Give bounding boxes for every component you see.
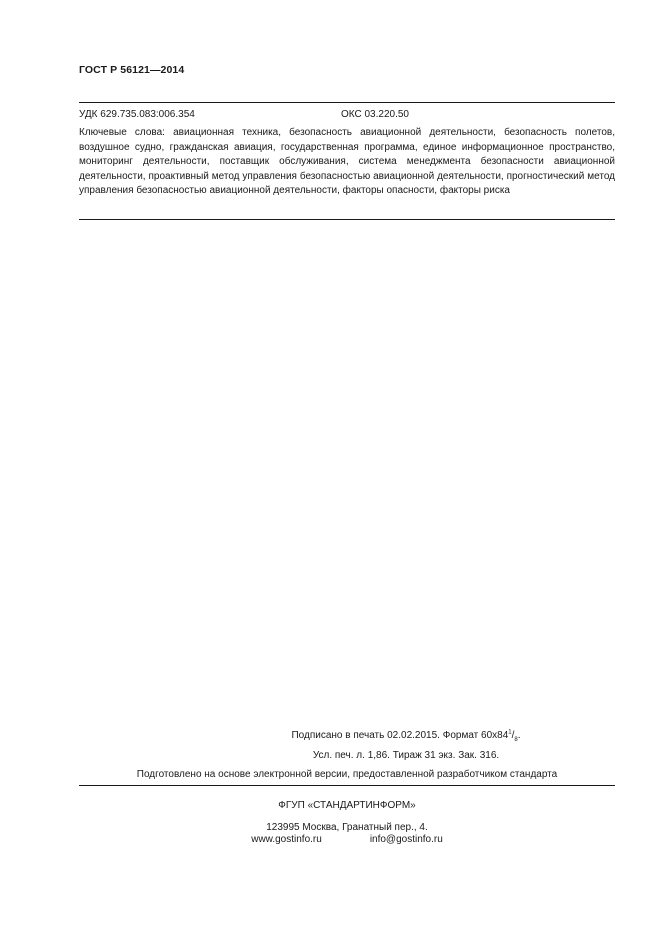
top-rule	[79, 102, 615, 103]
oks-code: ОКС 03.220.50	[341, 109, 409, 120]
bottom-rule	[79, 785, 615, 786]
publisher-contacts	[79, 834, 615, 845]
imprint-signed-suffix: .	[517, 730, 521, 741]
imprint-signed-line	[79, 730, 615, 741]
imprint-print-run: Усл. печ. л. 1,86. Тираж 31 экз. Зак. 316.	[312, 750, 500, 761]
udk-code: УДК 629.735.083:006.354	[79, 109, 195, 120]
format-denominator: 8	[514, 737, 518, 743]
format-slash: /	[511, 730, 515, 741]
publisher-email-link[interactable]: info@gostinfo.ru	[369, 834, 443, 845]
document-code: ГОСТ Р 56121—2014	[79, 64, 185, 76]
publisher-name: ФГУП «СТАНДАРТИНФОРМ»	[278, 800, 416, 811]
format-numerator: 1	[508, 729, 512, 736]
keywords-paragraph: Ключевые слова: авиационная техника, безопасность авиационной деятельности, безопасность полетов, воздушное судно, гражданская авиация, государственная программа, единое информационное пространство, мониторинг деятельности, поставщик обслуживания, система менеджмента безопасности авиационной деятельности, проактивный метод управления безопасностью авиационной деятельности, прогностический метод управления безопасностью авиационной деятельности, факторы опасности, факторы риска	[79, 127, 615, 197]
publisher-address: 123995 Москва, Гранатный пер., 4.	[266, 822, 428, 833]
imprint-prepared-note: Подготовлено на основе электронной версии, предоставленной разработчиком стандарта	[136, 769, 558, 780]
imprint-signed-prefix: Подписано в печать 02.02.2015. Формат 60x84	[291, 730, 509, 741]
middle-rule	[79, 219, 615, 220]
publisher-website-link[interactable]: www.gostinfo.ru	[251, 834, 322, 845]
